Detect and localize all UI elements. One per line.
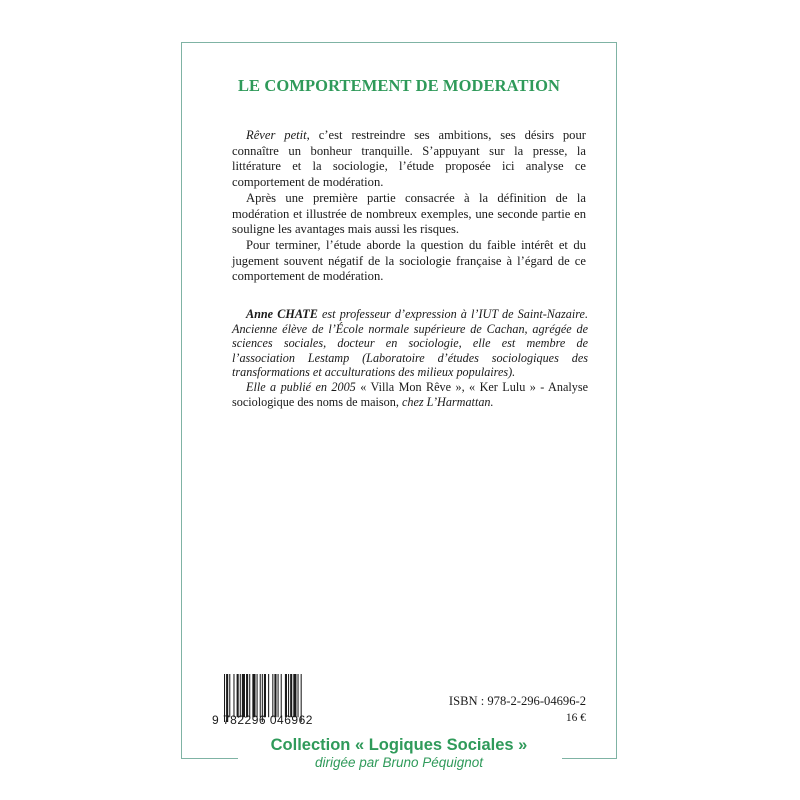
price: 16 € xyxy=(565,712,586,724)
barcode-bar xyxy=(290,674,292,717)
blurb-paragraph-3: Pour terminer, l’étude aborde la question du faible intérêt et du jugement souvent négatif de la sociologie française à l’égard de ce comportement de modération. xyxy=(232,237,586,284)
barcode-bar xyxy=(249,674,250,717)
collection-director: dirigée par Bruno Péquignot xyxy=(314,755,484,770)
barcode-bar xyxy=(240,674,241,717)
blurb-paragraph-1-text: , c’est restreindre ses ambitions, ses désirs pour connaître un bonheur tranquille. S’appuyant sur la presse, la littérature et la sociologie, l’étude proposée ici analyse ce comportement de modération. xyxy=(232,128,586,190)
publication-intro: Elle a publié en 2005 xyxy=(246,379,361,394)
author-bio-text: est professeur d’expression à l’IUT de Saint-Nazaire. Ancienne élève de l’École normale supérieure de Cachan, agrégée de sciences sociales, docteur en sociologie, elle est membre de l’association Lestamp (Laboratoire d’études sociologiques des transformations et acculturations des milieux populaires). xyxy=(232,307,588,380)
barcode-bar xyxy=(237,674,239,717)
barcode-bar xyxy=(246,674,248,717)
barcode-digits: 9 782296 046962 xyxy=(212,713,313,727)
barcode-bar xyxy=(257,674,258,717)
book-title: LE COMPORTEMENT DE MODERATION xyxy=(237,76,561,95)
isbn: ISBN : 978-2-296-04696-2 xyxy=(448,694,586,708)
barcode-bar xyxy=(268,674,269,717)
publication-title: « Villa Mon Rêve », « Ker Lulu » - Analyse sociologique des noms de maison, xyxy=(232,379,588,409)
barcode-bar xyxy=(285,674,287,717)
blurb-paragraph-2: Après une première partie consacrée à la définition de la modération et illustrée de nombreux exemples, une seconde partie en souligne les avantages mais aussi les risques. xyxy=(232,190,586,237)
collection-name: Collection « Logiques Sociales » xyxy=(270,736,528,754)
barcode-bar xyxy=(281,674,282,717)
barcode-bar xyxy=(272,674,273,717)
barcode-bar xyxy=(242,674,245,717)
barcode-bar xyxy=(264,674,266,717)
author-bio xyxy=(232,307,588,409)
barcode-bar xyxy=(298,674,299,717)
barcode-bar xyxy=(233,674,234,717)
author-publication xyxy=(232,380,588,409)
barcode-bar xyxy=(278,674,279,717)
barcode-bar xyxy=(260,674,261,717)
blurb-emphasis: Rêver petit xyxy=(246,128,307,142)
barcode-bar xyxy=(274,674,276,717)
blurb-paragraph-1 xyxy=(232,128,586,191)
book-blurb xyxy=(232,128,586,285)
author-name: Anne CHATE xyxy=(246,307,318,321)
barcode-bar xyxy=(252,674,255,717)
publication-publisher: chez L’Harmattan. xyxy=(401,394,494,409)
barcode-bar xyxy=(229,674,230,717)
author-bio-paragraph xyxy=(232,307,588,380)
barcode-bar xyxy=(288,674,289,717)
barcode-bar xyxy=(293,674,296,717)
